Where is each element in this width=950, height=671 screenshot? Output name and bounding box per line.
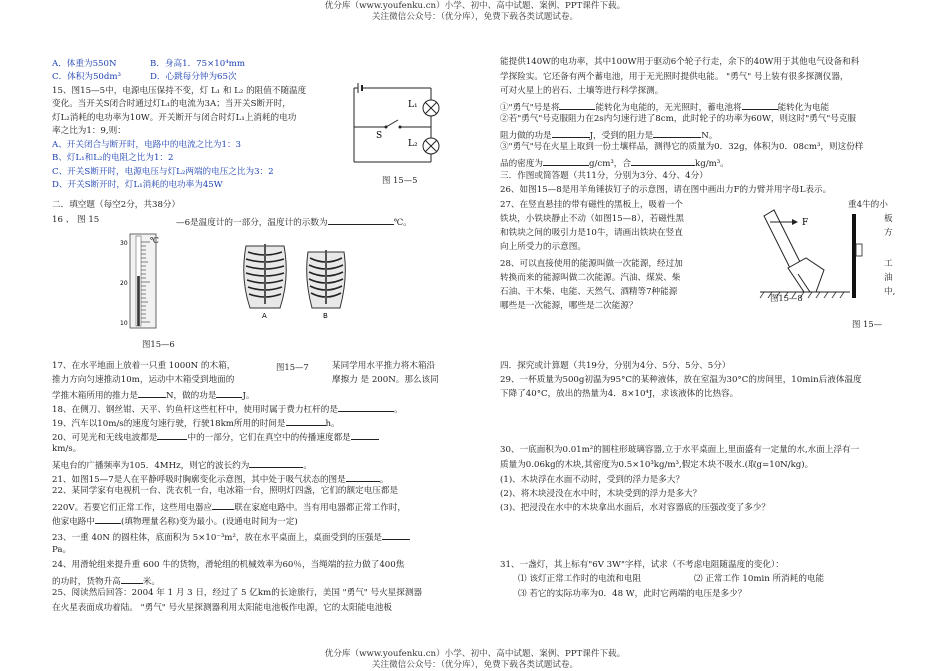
q23-line-1: 23、一重 40N 的圆柱体，底面积为 5×10⁻³m²，放在水平桌面上，桌面受到的压强是 <box>52 530 410 544</box>
blackboard-figure <box>852 214 866 298</box>
q30-line-2: 质量为0.06kg的木块,其密度为0.5×10³kg/m³,假定木块不吸水.(取g=10N/kg)。 <box>500 460 814 470</box>
q18: 18、在侧刀、钢丝钳、天平、钓鱼杆这些杠杆中，使用时属于费力杠杆的是 。 <box>52 402 403 416</box>
q15-line-1: 15、图15—5中，电源电压保持不变，灯 L₁ 和 L₂ 的阻值不随温度 <box>52 86 307 96</box>
q15-option-d: D、开关S断开时，灯L₁消耗的电功率为45W <box>52 180 223 190</box>
q31-line-1: 31、一盏灯，其上标有"6V 3W"字样，试求（不考虑电阻随温度的变化）： <box>500 560 784 570</box>
q25-sub-3b: 品的密度为 g/cm³，合 kg/m³。 <box>500 156 729 170</box>
q28-line-4: 哪些是一次能源，哪些是二次能源？ <box>500 301 638 311</box>
q25-sub-1: ①"勇气"号是将 能转化为电能的，无光照时，蓄电池将 能转化为电能 <box>500 100 829 114</box>
q31-sub-2: ⑵ 正常工作 10min 所消耗的电能 <box>694 574 825 584</box>
q27-line-3: 和铁块之间的吸引力是10牛，请画出铁块在竖直 <box>500 228 683 238</box>
q24-line-1: 24、用滑轮组来提升重 600 牛的货物，滑轮组的机械效率为60％，当绳端的拉力做了400焦 <box>52 560 405 570</box>
q17-line-1: 17、在水平地面上放着一只重 1000N 的木箱， <box>52 361 236 371</box>
section-4-title: 四．探究或计算题（共19分，分别为4分、5分、5分、5分） <box>500 361 731 371</box>
q22-line-3: 他家电路中 (填物理量名称)变为最小。(设通电时间为一定) <box>52 514 298 528</box>
fig-15-6-caption: 图15—6 <box>142 339 175 349</box>
q20-line-2: km/s。 <box>52 444 82 454</box>
q25-sub-2: ②若"勇气"号克服阻力在2s内匀速行进了8cm，此时轮子的功率为60W，则这时"勇气"号克服 <box>500 114 857 124</box>
q28-line-2: 转换而来的能源叫做二次能源。汽油、煤炭、柴 <box>500 273 681 283</box>
thermometer-tick-10: 10 <box>120 320 128 327</box>
q26: 26、如图15—8是用羊角锤拔钉子的示意图，请在图中画出力F的力臂并用字母L表示。 <box>500 185 832 195</box>
q27-line-2: 铁块，小铁块静止不动（如图15—8），若磁性黑 <box>500 214 684 224</box>
fig-side-text-3: 方 <box>884 228 893 238</box>
hammer-figure <box>758 208 854 300</box>
fig-15-caption-2: 图 15— <box>852 319 883 329</box>
label-L1: L₁ <box>408 100 418 110</box>
q25-cont-line-1: 能提供140W的电功率，其中100W用于驱动6个轮子行走，余下的40W用于其他电气设备和科 <box>500 57 860 67</box>
fig-15-8-caption: 图15—8 <box>770 293 803 303</box>
q28-line-3: 石油、干木柴、电能、天然气、酒精等7种能源 <box>500 287 678 297</box>
q15-line-4: 率之比为1：9,则： <box>52 126 126 136</box>
fig-side-text-6: 中, <box>884 287 896 297</box>
fig-side-text-2: 板 <box>884 214 893 224</box>
q30-line-3: (1)、木块浮在水面不动时，受到的浮力是多大？ <box>500 475 685 485</box>
section-2-title: 二．填空题（每空2分，共38分） <box>52 200 181 210</box>
q15-option-b: B、灯L₁和L₂的电阻之比为1：2 <box>52 153 174 163</box>
q31-sub-3: ⑶ 若它的实际功率为0．48 W，此时它两端的电压是多少？ <box>518 589 747 599</box>
thermometer-figure <box>118 234 168 330</box>
q20-line-1: 20、可见光和无线电波都是 中的一部分，它们在真空中的传播速度都是 <box>52 430 379 444</box>
thermometer-tick-20: 20 <box>120 280 128 287</box>
q25-cont-line-2: 学探险实。它还备有两个蓄电池，用于无光照时提供电能。 "勇气" 号上装有很多探测仪器， <box>500 72 849 82</box>
q20-line-3: 某电台的广播频率为105．4MHz，则它的波长约为 。 <box>52 458 312 472</box>
q17-right-2: 摩擦力 是 200N。那么该同 <box>332 375 439 385</box>
q15-option-a: A、开关闭合与断开时，电路中的电流之比为1：3 <box>52 140 242 150</box>
force-label-F: F <box>802 218 809 228</box>
ribcage-label-a: A <box>262 312 267 320</box>
header-line-1: 优分库（www.youfenku.cn）小学、初中、高中试题、案例、PPT课件下载。 <box>324 1 626 11</box>
q25-sub-2b: 阻力做的功是 J，受到的阻力是 N。 <box>500 128 717 142</box>
q14-option-c: C．体积为50dm³ <box>52 72 121 82</box>
q31-sub-1: ⑴ 该灯正常工作时的电流和电阻 <box>518 574 642 584</box>
ribcage-figure <box>236 238 360 320</box>
q16-part-a: 16 、 图 15 <box>52 215 100 225</box>
label-S: S <box>376 131 383 141</box>
footer-line-2: 关注微信公众号：（优分库），免费下载各类试题试卷。 <box>371 660 579 670</box>
q28-line-1: 28、可以直接使用的能源叫做一次能源，经过加 <box>500 259 683 269</box>
q15-option-c: C、开关S断开时，电源电压与灯L₂两端的电压之比为3：2 <box>52 167 274 177</box>
q15-line-3: 灯L₂消耗的电功率为10W。开关断开与闭合时灯L₁上消耗的电功 <box>52 113 297 123</box>
q22-line-1: 22、某同学家有电视机一台、洗衣机一台，电冰箱一台，照明灯四盏，它们的额定电压都是 <box>52 486 399 496</box>
q25-line-1: 25、阅读然后回答：2004 年 1 月 3 日，经过了 5 亿km的长途旅行，美国 "勇气" 号火星探测器 <box>52 588 423 598</box>
thermometer-unit: ℃ <box>150 236 159 245</box>
footer-line-1: 优分库（www.youfenku.cn）小学、初中、高中试题、案例、PPT课件下载。 <box>324 649 626 659</box>
q16-part-b: —6是温度计的一部分，温度计的示数为 ℃。 <box>176 215 412 229</box>
q22-line-2: 220V。若要它们正常工作，这些用电器应 联在家庭电路中。当有用电器都正常工作时， <box>52 500 406 514</box>
q29-line-2: 下降了40°C，放出的热量为4．8×10⁴J，求该液体的比热容。 <box>500 389 739 399</box>
q27-line-4: 向上所受力的示意图。 <box>500 242 586 252</box>
q14-option-b: B．身高1．75×10⁴mm <box>150 59 245 69</box>
fig-15-5-caption: 图 15—5 <box>382 175 418 185</box>
q17-right-1: 某同学用水平推力将木箱沿 <box>332 361 436 371</box>
fig-side-text-1: 重4牛的小 <box>848 200 888 210</box>
q24-line-2: 的功时，货物升高 米。 <box>52 574 160 588</box>
q19: 19、汽车以10m/s的速度匀速行驶，行驶18km所用的时间是 h。 <box>52 416 340 430</box>
q30-line-4: (2)、将木块浸没在水中时，木块受到的浮力是多大？ <box>500 489 702 499</box>
q14-option-a: A．体重为550N <box>52 59 117 69</box>
label-L2: L₂ <box>408 139 418 149</box>
q30-line-1: 30、一底面积为0.01m²的圆柱形玻璃容器,立于水平桌面上,里面盛有一定量的水,水面上浮有一 <box>500 445 860 455</box>
ribcage-label-b: B <box>323 312 328 320</box>
q15-line-2: 变化。当开关S闭合时通过灯L₁的电流为3A；当开关S断开时， <box>52 99 291 109</box>
q25-cont-line-3: 可对火星上的岩石、土壤等进行科学探测。 <box>500 86 664 96</box>
q17-line-3: 学推木箱所用的推力是 N，做的功是 J。 <box>52 388 255 402</box>
header-line-2: 关注微信公众号：（优分库），免费下载各类试题试卷。 <box>371 12 579 22</box>
q23-line-2: Pa。 <box>52 545 72 555</box>
q14-option-d: D．心跳每分钟为65次 <box>150 72 237 82</box>
q25-line-2: 在火星表面成功着陆。 "勇气" 号火星探测器利用太阳能电池板作电源，它的太阳能电池板 <box>52 603 392 613</box>
thermometer-tick-30: 30 <box>120 240 128 247</box>
section-3-title: 三．作图或简答题（共11分，分别为3分、4分、4分） <box>500 171 708 181</box>
q29-line-1: 29、一杯质量为500g初温为95°C的某种液体，放在室温为30°C的房间里，10min后液体温度 <box>500 375 862 385</box>
fig-side-text-5: 油 <box>884 273 893 283</box>
q30-line-5: (3)、把浸没在水中的木块拿出水面后，水对容器底的压强改变了多少？ <box>500 503 770 513</box>
q17-line-2: 推力方向匀速推动10m，运动中木箱受到地面的 <box>52 375 235 385</box>
fig-15-7-caption: 图15—7 <box>276 362 309 372</box>
fig-side-text-4: 工 <box>884 259 893 269</box>
q21: 21、如图15—7是人在平静呼吸时胸廓变化示意图，其中处于吸气状态的图是 。 <box>52 472 388 486</box>
q27-line-1: 27、在竖直悬挂的带有磁性的黑板上，吸着一个 <box>500 200 683 210</box>
q25-sub-3: ③"勇气"号在火星上取到一份土壤样品，测得它的质量为0．32g，体积为0．08cm³，则这份样 <box>500 142 864 152</box>
circuit-diagram <box>346 80 446 165</box>
